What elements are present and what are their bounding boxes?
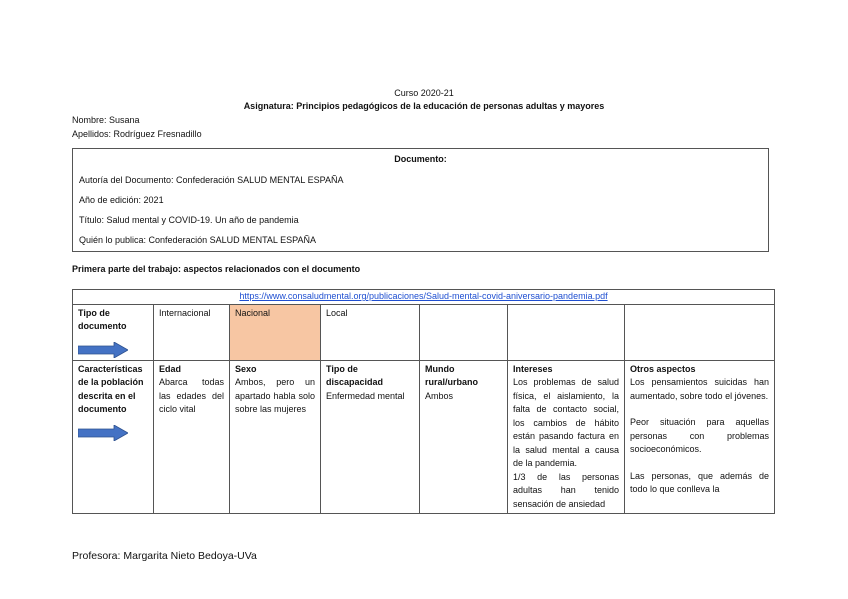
other-aspects-heading: Otros aspectos xyxy=(630,363,696,374)
interests-text-1: Los problemas de salud física, el aislamiento, la falta de contacto social, los cambios de hábito están pasando factura en la salud mental a causa de la pandemia. xyxy=(513,377,619,468)
rural-urban-text: Ambos xyxy=(425,390,454,401)
student-surname: Apellidos: Rodríguez Fresnadillo xyxy=(72,129,202,139)
student-name: Nombre: Susana xyxy=(72,115,140,125)
document-box-title: Documento: xyxy=(394,154,447,164)
other-aspects-text-3: Las personas, que además de todo lo que conlleva la xyxy=(630,470,769,494)
disability-text: Enfermedad mental xyxy=(326,390,405,401)
rural-urban-heading: Mundo rural/urbano xyxy=(425,363,479,387)
analysis-table xyxy=(72,289,775,514)
empty-cell xyxy=(420,304,508,360)
document-title: Título: Salud mental y COVID-19. Un año de pandemia xyxy=(79,215,299,225)
interests-heading: Intereses xyxy=(513,363,553,374)
population-label: Características de la población descrita en el documento xyxy=(78,363,144,414)
document-publisher: Quién lo publica: Confederación SALUD MENTAL ESPAÑA xyxy=(79,235,316,245)
disability-heading: Tipo de discapacidad xyxy=(326,363,384,387)
empty-cell xyxy=(625,304,775,360)
other-aspects-text-2: Peor situación para aquellas personas con problemas socioeconómicos. xyxy=(630,417,769,454)
age-heading: Edad xyxy=(159,363,182,374)
document-type-label: Tipo de documento xyxy=(78,307,127,331)
course-line: Curso 2020-21 xyxy=(394,88,454,98)
sex-heading: Sexo xyxy=(235,363,257,374)
right-arrow-icon xyxy=(78,342,128,358)
other-aspects-text-1: Los pensamientos suicidas han aumentado, sobre todo el jóvenes. xyxy=(630,377,769,401)
document-author: Autoría del Documento: Confederación SALUD MENTAL ESPAÑA xyxy=(79,175,344,185)
document-year: Año de edición: 2021 xyxy=(79,195,164,205)
link-row xyxy=(73,290,775,305)
type-local: Local xyxy=(321,304,420,360)
document-type-row xyxy=(73,304,775,360)
document-box xyxy=(72,148,769,252)
right-arrow-icon xyxy=(78,425,128,441)
document-link[interactable]: https://www.consaludmental.org/publicaciones/Salud-mental-covid-aniversario-pandemia.pdf xyxy=(239,291,608,301)
population-row xyxy=(73,360,775,514)
type-national: Nacional xyxy=(230,304,321,360)
sex-text: Ambos, pero un apartado habla solo sobre las mujeres xyxy=(235,377,315,414)
interests-text-2: 1/3 de las personas adultas han tenido sensación de ansiedad xyxy=(513,471,619,509)
subject-line: Asignatura: Principios pedagógicos de la educación de personas adultas y mayores xyxy=(243,101,605,111)
type-international: Internacional xyxy=(154,304,230,360)
footer-professor: Profesora: Margarita Nieto Bedoya-UVa xyxy=(72,550,257,562)
section-title: Primera parte del trabajo: aspectos relacionados con el documento xyxy=(72,264,361,274)
age-text: Abarca todas las edades del ciclo vital xyxy=(159,377,224,414)
empty-cell xyxy=(508,304,625,360)
